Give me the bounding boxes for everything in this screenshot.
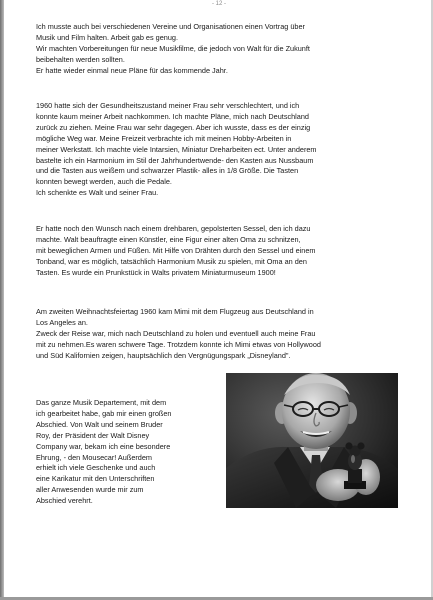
paragraph-lectures <box>36 22 406 77</box>
portrait-photo <box>226 373 398 508</box>
scan-edge-left <box>0 0 4 600</box>
text-line: Ehrung, - den Mousecar! Außerdem <box>36 452 152 462</box>
text-line: Das ganze Musik Departement, mit dem <box>36 398 167 407</box>
text-line: Zweck der Reise war, mich nach Deutschland zu holen und eventuell auch meine Frau <box>36 328 316 338</box>
text-line: meiner Werkstatt. Ich machte viele Intarsien, Miniatur Dreharbeiten ect. Unter anderem <box>36 144 317 154</box>
text-line: Abschied verehrt. <box>36 496 93 506</box>
text-line: Ich musste auch bei verschiedenen Vereine und Organisationen einen Vortrag über <box>36 22 305 31</box>
paragraph-armchair <box>36 224 406 279</box>
text-line: konnte kaum meiner Arbeit nachkommen. Ich machte Pläne, mich nach Deutschland <box>36 111 309 121</box>
page-number: - 12 - <box>211 1 226 7</box>
text-line: Tonband, war es möglich, tatsächlich Harmonium Musik zu spielen, mit Oma an den <box>36 256 307 266</box>
text-line: Er hatte noch den Wunsch nach einem drehbaren, gepolsterten Sessel, den ich dazu <box>36 224 311 233</box>
text-line: konnten bewegt werden, auch die Pedale. <box>36 177 172 187</box>
paragraph-christmas-visit <box>36 307 406 362</box>
text-line: Roy, der Präsident der Walt Disney <box>36 430 150 440</box>
text-line: machte. Walt beauftragte einen Künstler, eine Figur einer alten Oma zu schnitzen, <box>36 234 301 244</box>
paragraph-farewell <box>36 398 206 507</box>
text-line: Los Angeles an. <box>36 317 88 327</box>
text-line: Wir machten Vorbereitungen für neue Musikfilme, die jedoch von Walt für die Zukunft <box>36 43 310 53</box>
text-line: ich gearbeitet habe, gab mir einen großen <box>36 408 172 418</box>
text-line: Tasten. Es wurde ein Prunkstück in Walts privatem Miniaturmuseum 1900! <box>36 267 276 277</box>
text-line: Am zweiten Weihnachtsfeiertag 1960 kam Mimi mit dem Flugzeug aus Deutschland in <box>36 307 314 316</box>
text-line: Musik und Film halten. Arbeit gab es genug. <box>36 32 178 42</box>
text-line: zurück zu ziehen. Meine Frau war sehr dagegen. Aber ich wusste, dass es der einzig <box>36 122 311 132</box>
text-line: beibehalten werden sollten. <box>36 54 125 64</box>
text-line: Er hatte wieder einmal neue Pläne für das kommende Jahr. <box>36 65 228 75</box>
paragraph-harmonium <box>36 101 406 199</box>
text-line: mit zu nehmen.Es waren schwere Tage. Trotzdem konnte ich Mimi etwas von Hollywood <box>36 339 321 349</box>
text-line: Abschied. Von Walt und seinem Bruder <box>36 419 163 429</box>
text-line: mögliche Weg war. Meine Freizeit verbrachte ich mit meinen Hobby-Arbeiten in <box>36 133 292 143</box>
text-line: und Süd Kalifornien zeigen, hauptsächlich den Vergnügungspark „Disneyland". <box>36 350 291 360</box>
text-line: eine Karikatur mit den Unterschriften <box>36 474 155 484</box>
text-line: 1960 hatte sich der Gesundheitszustand meiner Frau sehr verschlechtert, und ich <box>36 101 300 110</box>
text-line: Company war, bekam ich eine besondere <box>36 441 171 451</box>
text-line: erhielt ich viele Geschenke und auch <box>36 463 156 473</box>
text-line: bastelte ich ein Harmonium im Stil der Jahrhundertwende- den Kasten aus Nussbaum <box>36 155 314 165</box>
text-line: Ich schenkte es Walt und seiner Frau. <box>36 188 159 198</box>
portrait-illustration <box>226 373 398 508</box>
text-line: aller Anwesenden wurde mir zum <box>36 485 144 495</box>
text-line: mit beweglichen Armen und Füßen. Mit Hilfe von Drähten durch den Sessel und einem <box>36 245 316 255</box>
text-line: und die Tasten aus weißem und schwarzer Plastik- alles in 1/8 Größe. Die Tasten <box>36 166 299 176</box>
